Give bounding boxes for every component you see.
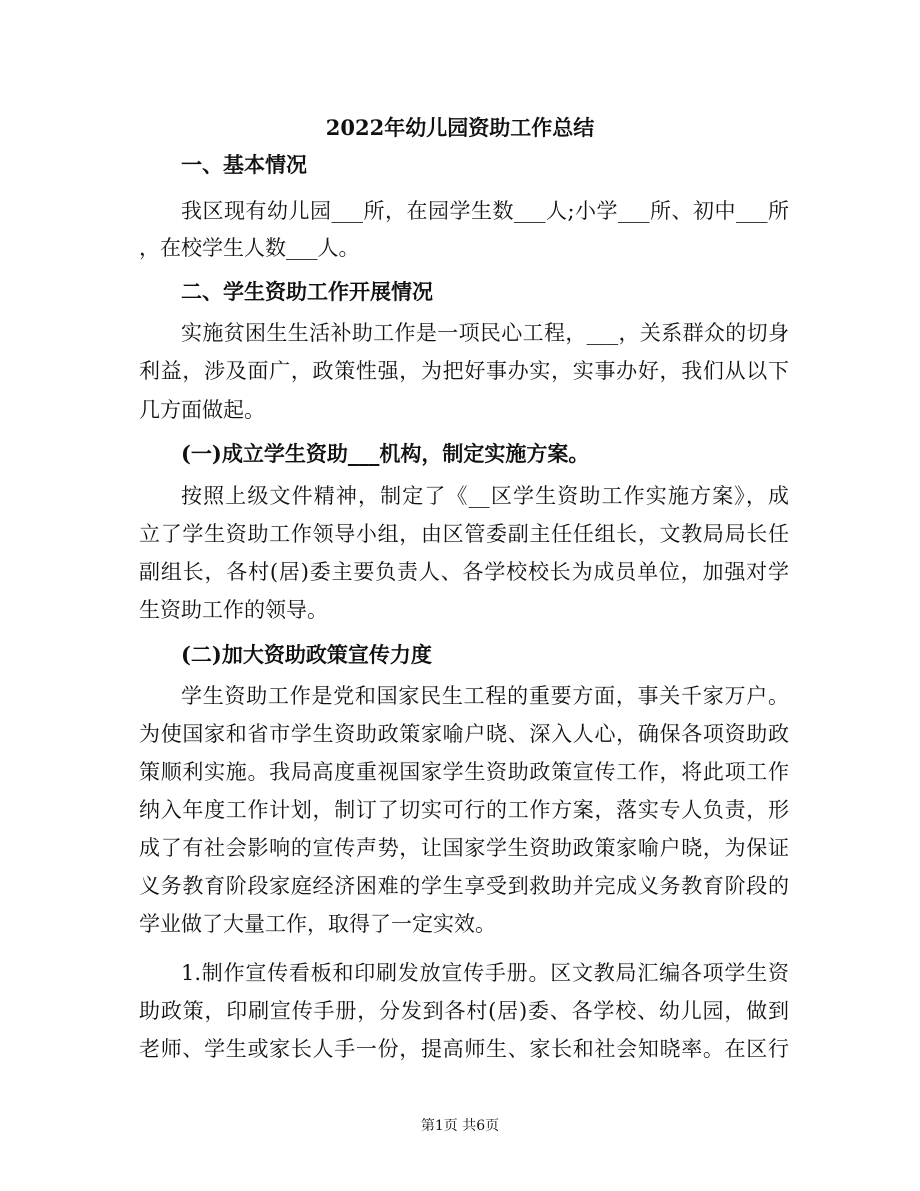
paragraph-line: 副组长，各村(居)委主要负责人、各学校校长为成员单位，加强对学 [139,560,789,584]
paragraph-line: ，在校学生人数___人。 [139,236,360,260]
section-heading-basic: 一、基本情况 [181,152,307,177]
paragraph-line: 立了学生资助工作领导小组，由区管委副主任任组长，文教局局长任 [139,522,789,546]
paragraph-line: 我区现有幼儿园___所，在园学生数___人;小学___所、初中___所 [181,199,789,223]
section-heading-work: 二、学生资助工作开展情况 [181,279,433,304]
paragraph-line: 成了有社会影响的宣传声势，让国家学生资助政策家喻户晓，为保证 [139,836,789,860]
subsection-heading-2: (二)加大资助政策宣传力度 [181,642,432,667]
document-title: 2022年幼儿园资助工作总结 [325,115,595,140]
paragraph-line: 实施贫困生生活补助工作是一项民心工程，___，关系群众的切身 [181,321,789,345]
paragraph-line: 利益，涉及面广，政策性强，为把好事办实，实事办好，我们从以下 [139,359,789,383]
paragraph-line: 为使国家和省市学生资助政策家喻户晓、深入人心，确保各项资助政 [139,722,789,746]
paragraph-line: 几方面做起。 [139,398,265,422]
paragraph-line: 老师、学生或家长人手一份，提高师生、家长和社会知晓率。在区行 [139,1037,789,1061]
paragraph-line: 义务教育阶段家庭经济困难的学生享受到救助并完成义务教育阶段的 [139,874,789,898]
paragraph-line: 策顺利实施。我局高度重视国家学生资助政策宣传工作，将此项工作 [139,760,789,784]
paragraph-line: 生资助工作的领导。 [139,598,328,622]
paragraph-line: 按照上级文件精神，制定了《__区学生资助工作实施方案》，成 [181,484,789,508]
paragraph-line: 1.制作宣传看板和印刷发放宣传手册。区文教局汇编各项学生资 [181,961,789,985]
subsection-heading-1: (一)成立学生资助___机构，制定实施方案。 [181,441,590,466]
page-number: 第1页 共6页 [420,1118,500,1134]
paragraph-line: 学生资助工作是党和国家民生工程的重要方面，事关千家万户。 [181,684,789,708]
paragraph-line: 纳入年度工作计划，制订了切实可行的工作方案，落实专人负责，形 [139,798,789,822]
paragraph-line: 学业做了大量工作，取得了一定实效。 [139,912,496,936]
paragraph-line: 助政策，印刷宣传手册，分发到各村(居)委、各学校、幼儿园，做到 [139,999,789,1023]
